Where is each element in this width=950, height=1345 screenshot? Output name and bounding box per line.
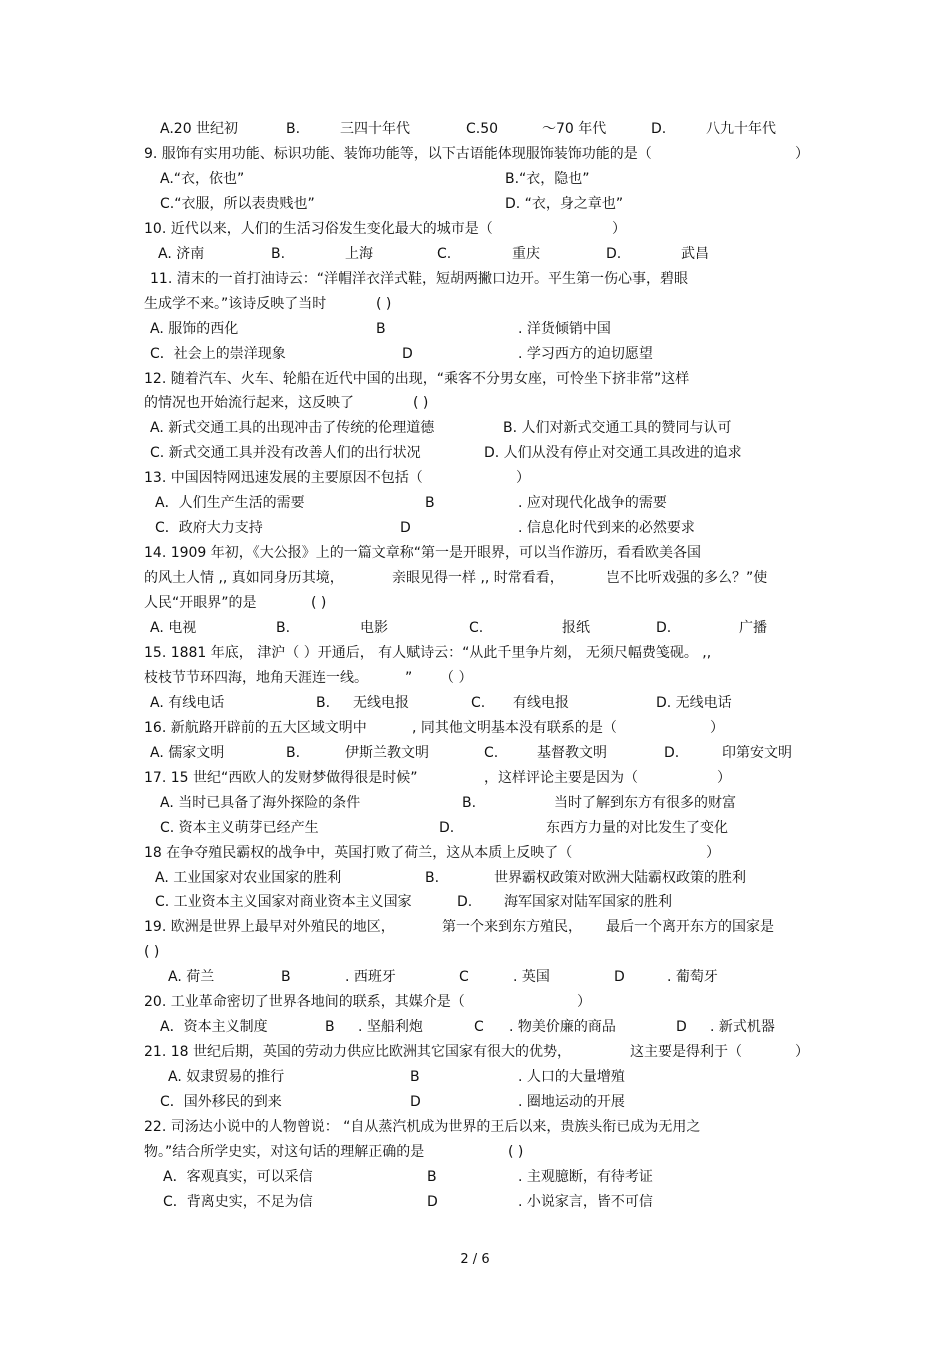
text-segment: C.50 — [466, 121, 499, 137]
text-segment: A. 服饰的西化 — [150, 320, 239, 337]
text-segment: B — [410, 1069, 420, 1086]
text-segment: C. — [484, 744, 499, 761]
text-segment: ( ) — [311, 595, 327, 612]
text-segment: B — [325, 1019, 335, 1036]
text-segment: ） — [795, 145, 809, 162]
text-segment: B. — [316, 694, 331, 711]
text-segment: C — [474, 1019, 484, 1036]
text-segment: D — [427, 1193, 438, 1210]
text-segment: 最后一个离开东方的国家是 — [606, 919, 774, 936]
text-segment: . 洋货倾销中国 — [518, 320, 611, 337]
text-segment: . 英国 — [513, 969, 550, 986]
text-segment: 亲眼见得一样 ,, 时常看看， — [392, 570, 564, 587]
text-segment: D — [676, 1019, 687, 1036]
text-segment: ） — [795, 1044, 809, 1061]
text-segment: A. 新式交通工具的出现冲击了传统的伦理道德 — [150, 420, 435, 437]
text-segment: B — [427, 1168, 437, 1185]
text-segment: A.“衣，依也” — [160, 170, 245, 187]
text-segment: 当时了解到东方有很多的财富 — [554, 794, 736, 811]
text-segment: . 葡萄牙 — [667, 969, 718, 986]
text-segment: B — [425, 495, 435, 512]
text-segment: . 西班牙 — [345, 969, 396, 986]
text-segment: C — [459, 969, 469, 986]
text-segment: B. — [271, 245, 286, 262]
text-segment: 20. 工业革命密切了世界各地间的联系，其媒介是（ — [144, 994, 465, 1011]
text-segment: ( ) — [376, 295, 392, 312]
text-segment: C．政府大力支持 — [155, 520, 263, 537]
text-segment: 武昌 — [681, 245, 709, 262]
text-segment: C. — [437, 245, 452, 262]
text-segment: A．人们生产生活的需要 — [155, 495, 305, 512]
text-segment: D. — [651, 121, 667, 137]
page-number: 2 / 6 — [460, 1252, 490, 1267]
text-segment: 的情况也开始流行起来，这反映了 — [144, 395, 354, 412]
text-segment: , 同其他文明基本没有联系的是（ — [412, 719, 617, 736]
text-segment: 三四十年代 — [340, 121, 410, 137]
text-segment: 物。”结合所学史实，对这句话的理解正确的是 — [144, 1143, 425, 1160]
text-segment: ） — [577, 994, 591, 1011]
text-segment: C．国外移民的到来 — [160, 1094, 282, 1111]
text-segment: 11. 清末的一首打油诗云：“洋帽洋衣洋式鞋，短胡两撇口边开。平生第一伤心事，碧眼 — [150, 270, 688, 287]
text-segment: D — [402, 345, 413, 362]
text-segment: 基督教文明 — [537, 744, 607, 761]
text-segment: 枝枝节节环四海，地角天涯连一线。 — [144, 669, 368, 686]
text-segment: B. — [425, 869, 440, 886]
text-segment: D — [410, 1094, 421, 1111]
text-segment: D — [400, 520, 411, 537]
text-segment: D. 无线电话 — [656, 694, 732, 711]
text-segment: C．社会上的崇洋现象 — [150, 345, 286, 362]
text-segment: A．客观真实，可以采信 — [163, 1168, 313, 1185]
text-segment: 广播 — [739, 620, 767, 636]
text-segment: 第一个来到东方殖民， — [442, 919, 582, 936]
text-segment: C．背离史实，不足为信 — [163, 1193, 313, 1210]
text-segment: D — [614, 969, 625, 986]
text-segment: . 学习西方的迫切愿望 — [518, 345, 653, 362]
text-segment: . 小说家言，皆不可信 — [518, 1193, 653, 1210]
text-segment: 这主要是得利于（ — [630, 1044, 742, 1061]
text-segment: C.“衣服，所以表贵贱也” — [160, 195, 315, 212]
text-segment: A. 当时已具备了海外探险的条件 — [160, 794, 361, 811]
text-segment: . 圈地运动的开展 — [518, 1094, 625, 1111]
text-segment: ，这样评论主要是因为（ — [484, 769, 638, 786]
text-segment: 9. 服饰有实用功能、标识功能、装饰功能等，以下古语能体现服饰装饰功能的是（ — [144, 145, 652, 162]
text-segment: ～70 年代 — [542, 121, 607, 137]
text-segment: 无线电报 — [353, 694, 409, 711]
text-segment: 电影 — [360, 620, 388, 636]
text-segment: 有线电报 — [513, 694, 569, 711]
text-segment: 报纸 — [562, 620, 590, 636]
text-segment: 海军国家对陆军国家的胜利 — [504, 894, 672, 911]
text-segment: B. — [286, 744, 301, 761]
text-segment: 13. 中国因特网迅速发展的主要原因不包括（ — [144, 470, 423, 487]
text-segment: D. — [664, 744, 680, 761]
text-segment: 重庆 — [512, 245, 540, 262]
text-segment: （ ） — [440, 669, 473, 686]
text-segment: ） — [706, 844, 720, 861]
text-segment: ( ) — [144, 944, 160, 961]
text-segment: D. “衣，身之章也” — [505, 195, 624, 212]
text-segment: C. — [471, 694, 486, 711]
text-segment: D. — [606, 245, 622, 262]
text-segment: C. — [469, 620, 484, 636]
text-segment: A. 奴隶贸易的推行 — [168, 1069, 285, 1086]
text-segment: 16. 新航路开辟前的五大区域文明中 — [144, 719, 367, 736]
text-segment: B — [281, 969, 291, 986]
text-segment: . 应对现代化战争的需要 — [518, 495, 667, 512]
text-segment: ） — [612, 220, 626, 237]
text-segment: D. — [656, 620, 672, 636]
text-segment: C. 新式交通工具并没有改善人们的出行状况 — [150, 445, 421, 462]
text-segment: 世界霸权政策对欧洲大陆霸权政策的胜利 — [494, 869, 746, 886]
text-segment: A．资本主义制度 — [160, 1019, 268, 1036]
text-segment: 生成学不来。”该诗反映了当时 — [144, 295, 327, 312]
text-segment: 10. 近代以来，人们的生活习俗发生变化最大的城市是（ — [144, 220, 493, 237]
text-segment: 22. 司汤达小说中的人物曾说： “自从蒸汽机成为世界的王后以来，贵族头衔已成为无用之 — [144, 1119, 701, 1135]
text-segment: ( ) — [413, 395, 429, 412]
text-segment: A. 济南 — [158, 245, 205, 262]
text-segment: 伊斯兰教文明 — [345, 744, 429, 761]
text-segment: . 坚船利炮 — [358, 1019, 423, 1036]
text-segment: . 物美价廉的商品 — [509, 1019, 616, 1036]
text-segment: C. 工业资本主义国家对商业资本主义国家 — [155, 894, 412, 911]
text-segment: 东西方力量的对比发生了变化 — [546, 819, 728, 836]
text-segment: ） — [710, 719, 724, 736]
text-segment: 14. 1909 年初，《大公报》上的一篇文章称“第一是开眼界，可以当作游历，看看欧美各国 — [144, 545, 702, 562]
text-segment: D. 人们从没有停止对交通工具改进的追求 — [484, 445, 742, 462]
text-segment: 12. 随着汽车、火车、轮船在近代中国的出现，“乘客不分男女座，可怜坐下挤非常”这样 — [144, 370, 690, 387]
text-segment: B. — [462, 794, 477, 811]
text-segment: 人民“开眼界”的是 — [144, 595, 257, 612]
text-segment: ( ) — [508, 1143, 524, 1160]
text-segment: C. 资本主义萌芽已经产生 — [160, 819, 319, 836]
text-segment: 19. 欧洲是世界上最早对外殖民的地区， — [144, 919, 395, 936]
text-segment: 15. 1881 年底， 津沪（ ）开通后， 有人赋诗云：“从此千里争片刻， 无须尺幅费笺砚。 ,, — [144, 644, 712, 661]
text-segment: A. 有线电话 — [150, 694, 225, 711]
text-segment: B. — [276, 620, 291, 636]
text-segment: . 新式机器 — [710, 1019, 775, 1036]
text-segment: D. — [439, 819, 455, 836]
text-segment: A. 电视 — [150, 620, 197, 636]
text-segment: A. 工业国家对农业国家的胜利 — [155, 869, 342, 886]
text-segment: . 主观臆断，有待考证 — [518, 1168, 653, 1185]
text-segment: B — [376, 320, 386, 337]
text-segment: 八九十年代 — [706, 121, 776, 137]
text-segment: . 信息化时代到来的必然要求 — [518, 520, 695, 537]
text-segment: 印第安文明 — [722, 744, 792, 761]
text-segment: A. 荷兰 — [168, 969, 215, 986]
text-segment: 的风土人情 ,, 真如同身历其境， — [144, 570, 344, 587]
text-segment: . 人口的大量增殖 — [518, 1069, 625, 1086]
text-segment: 18 在争夺殖民霸权的战争中，英国打败了荷兰，这从本质上反映了（ — [144, 844, 573, 861]
text-segment: B. — [286, 121, 301, 137]
text-segment: A. 儒家文明 — [150, 744, 225, 761]
text-segment: 上海 — [345, 245, 373, 262]
text-segment: D. — [457, 894, 473, 911]
text-segment: ） — [717, 769, 731, 786]
text-segment: ” — [405, 669, 413, 686]
text-segment: B.“衣，隐也” — [505, 170, 590, 187]
text-segment: ） — [516, 470, 530, 487]
text-segment: 岂不比听戏强的多么？”使 — [606, 570, 768, 587]
text-segment: 17. 15 世纪“西欧人的发财梦做得很是时候” — [144, 769, 418, 786]
text-segment: B. 人们对新式交通工具的赞同与认可 — [503, 420, 732, 437]
text-segment: 21. 18 世纪后期，英国的劳动力供应比欧洲其它国家有很大的优势， — [144, 1044, 571, 1061]
text-segment: A.20 世纪初 — [160, 121, 239, 137]
